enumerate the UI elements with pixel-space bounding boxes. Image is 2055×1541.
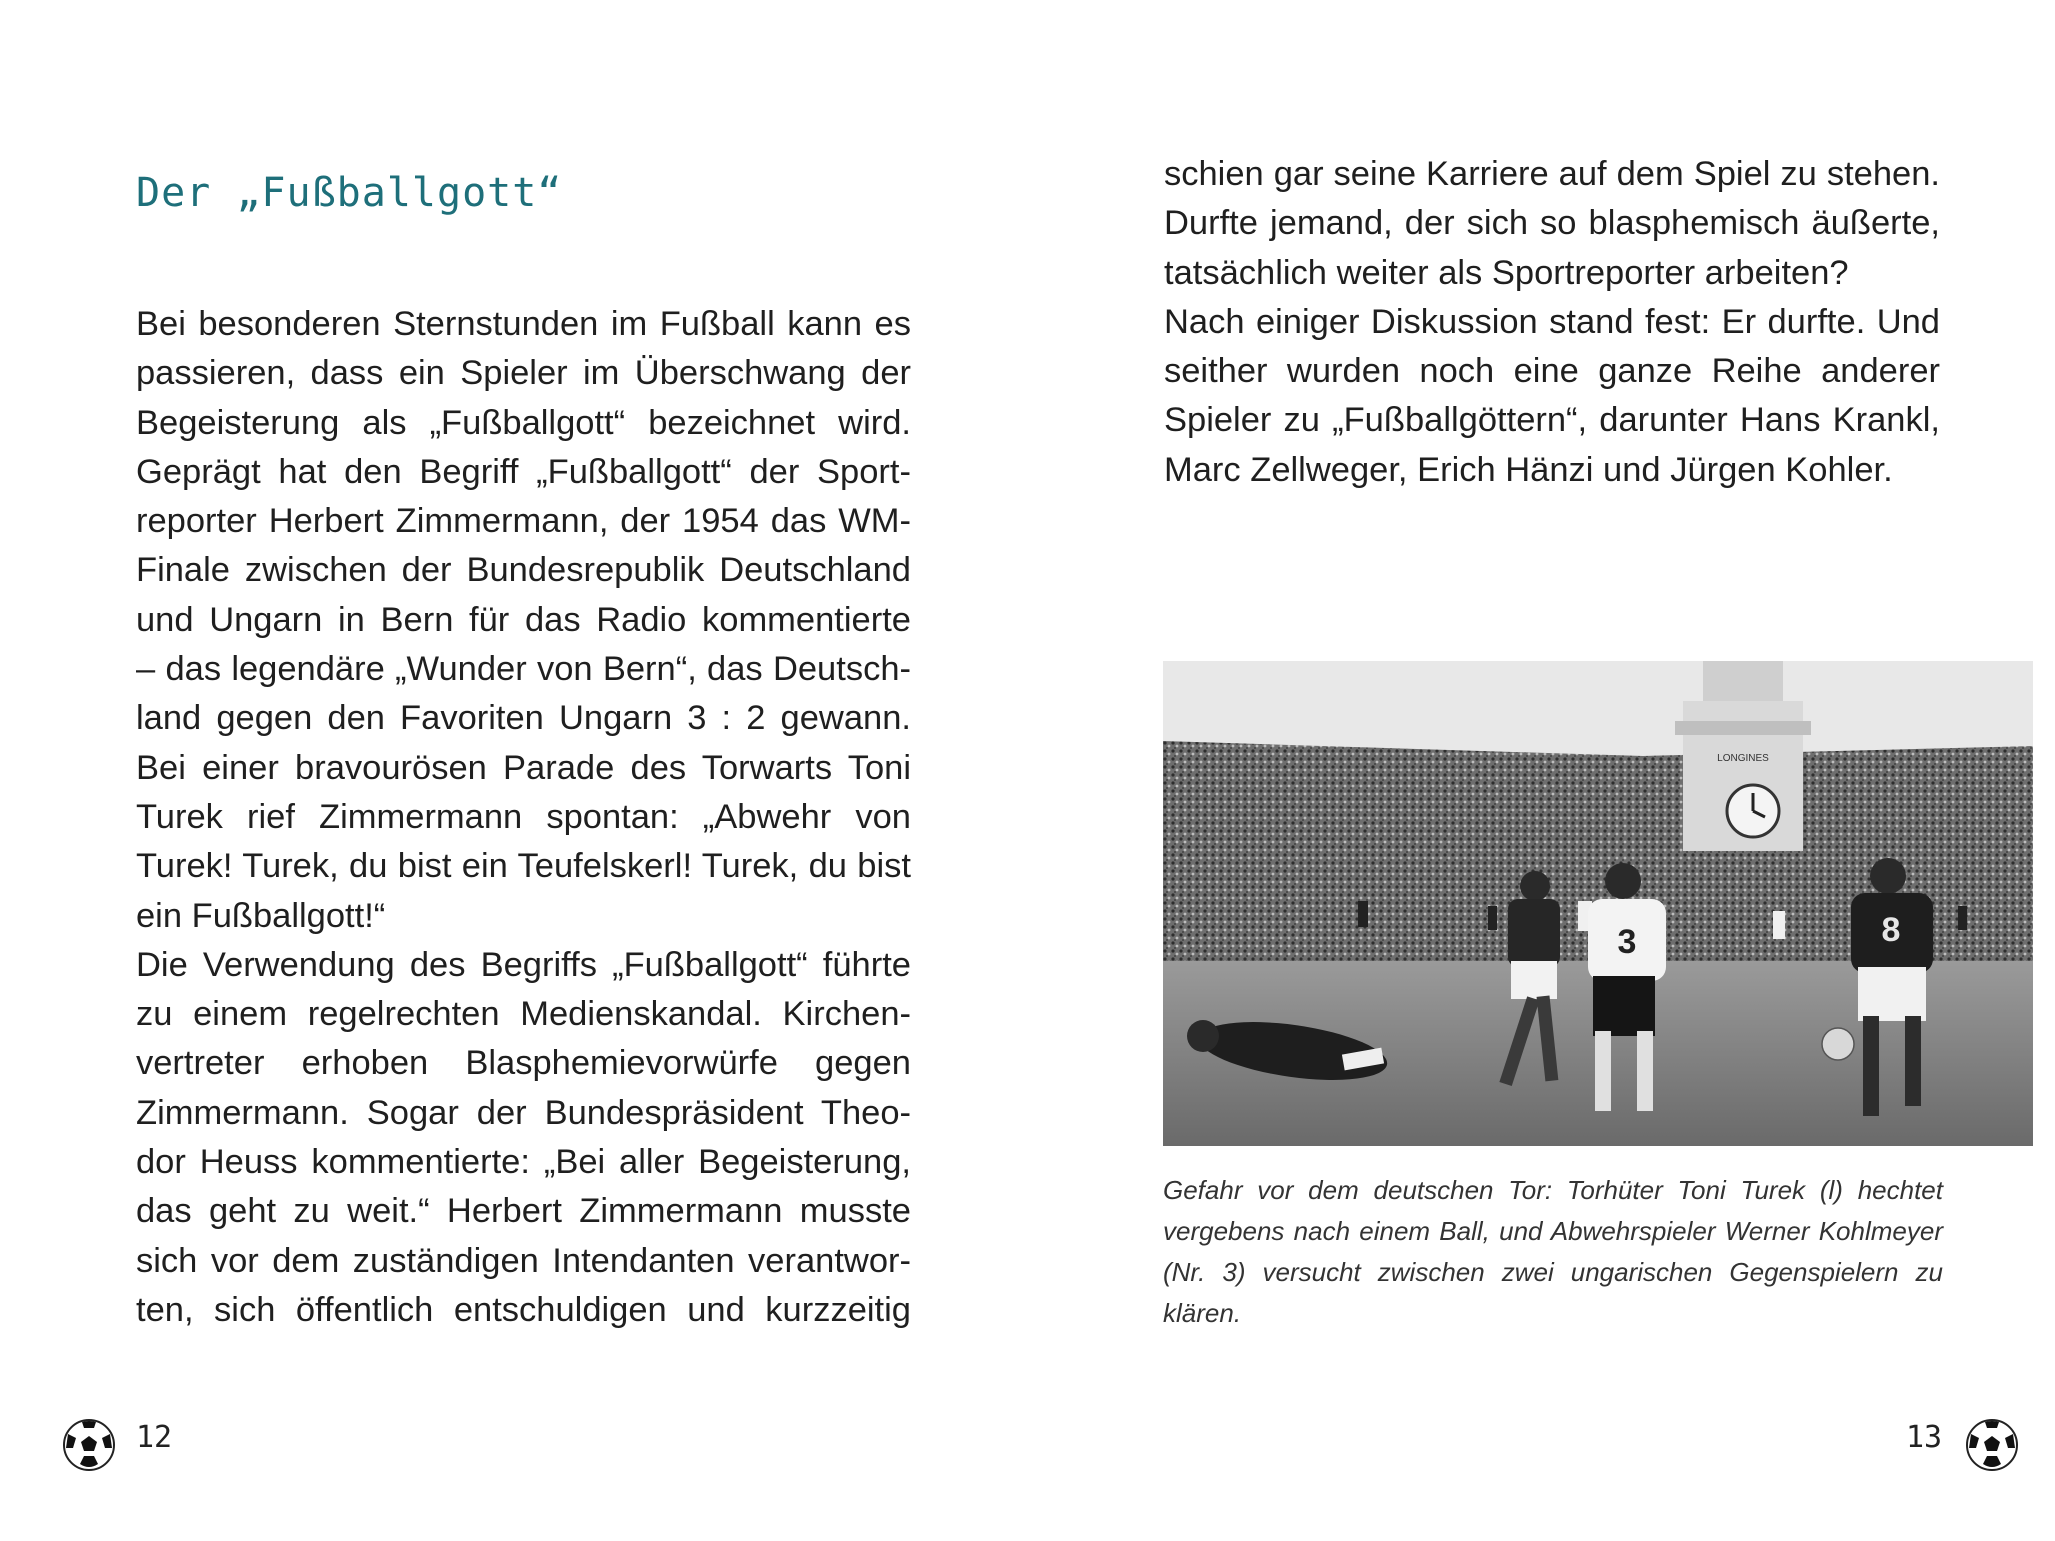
text-line: Spieler zu „Fußballgöttern“, darunter Hans Krankl, [1164,401,1940,440]
jersey-number-8: 8 [1881,911,1901,949]
text-line: reporter Herbert Zimmermann, der 1954 das WM- [136,502,911,541]
text-line: Begeisterung als „Fußballgott“ bezeichnet wird. [136,403,911,442]
text-line: – das legendäre „Wunder von Bern“, das Deutsch- [136,650,911,689]
football [1822,1028,1854,1060]
match-photo [1163,661,2033,1146]
text-line: land gegen den Favoriten Ungarn 3 : 2 gewann. [136,699,911,738]
page-number-left: 12 [136,1420,173,1455]
section-heading: Der „Fußballgott“ [136,170,563,216]
text-line: passieren, dass ein Spieler im Überschwang der [136,354,911,393]
text-line: Turek rief Zimmermann spontan: „Abwehr von [136,797,911,836]
text-line: sich vor dem zuständigen Intendanten verantwor- [136,1241,911,1280]
text-line: seither wurden noch eine ganze Reihe anderer [1164,352,1940,391]
left-body-text [136,300,911,1335]
text-line: ten, sich öffentlich entschuldigen und kurzzeitig [136,1290,911,1329]
text-line: vertreter erhoben Blasphemievorwürfe gegen [136,1044,911,1083]
page-number-right: 13 [1906,1420,1943,1455]
text-line: ein Fußballgott!“ [136,896,386,935]
football-icon [1965,1418,2019,1472]
text-line: tatsächlich weiter als Sportreporter arbeiten? [1164,253,1849,292]
text-line: Nach einiger Diskussion stand fest: Er durfte. Und [1164,302,1940,341]
jersey-number-3: 3 [1617,923,1637,961]
text-line: Bei besonderen Sternstunden im Fußball kann es [136,305,911,343]
text-line: Bei einer bravourösen Parade des Torwarts Toni [136,748,911,787]
text-line: schien gar seine Karriere auf dem Spiel zu stehen. [1164,155,1940,193]
text-line: und Ungarn in Bern für das Radio kommentierte [136,600,911,639]
text-line: zu einem regelrechten Medienskandal. Kirchen- [136,995,911,1034]
text-line: Finale zwischen der Bundesrepublik Deutschland [136,551,911,590]
text-line: Durfte jemand, der sich so blasphemisch äußerte, [1164,204,1940,243]
tower-sign: LONGINES [1717,753,1769,764]
text-line: Turek! Turek, du bist ein Teufelskerl! Turek, du bist [136,847,911,886]
right-body-text [1164,150,1940,495]
text-line: Die Verwendung des Begriffs „Fußballgott“ führte [136,945,911,984]
text-line: dor Heuss kommentierte: „Bei aller Begeisterung, [136,1143,911,1182]
text-line: Marc Zellweger, Erich Hänzi und Jürgen Kohler. [1164,450,1893,489]
text-line: das geht zu weit.“ Herbert Zimmermann musste [136,1192,911,1231]
text-line: Geprägt hat den Begriff „Fußballgott“ der Sport- [136,452,911,491]
text-line: Zimmermann. Sogar der Bundespräsident Theo- [136,1093,911,1132]
photo-caption: Gefahr vor dem deutschen Tor: Torhüter Toni Turek (l) hechtet vergebens nach einem Ball, und Abwehrspieler Werner Kohlmeyer (Nr. 3) versucht zwischen zwei ungarischen Gegenspielern zu klären. [1163,1175,1943,1328]
football-icon [62,1418,116,1472]
